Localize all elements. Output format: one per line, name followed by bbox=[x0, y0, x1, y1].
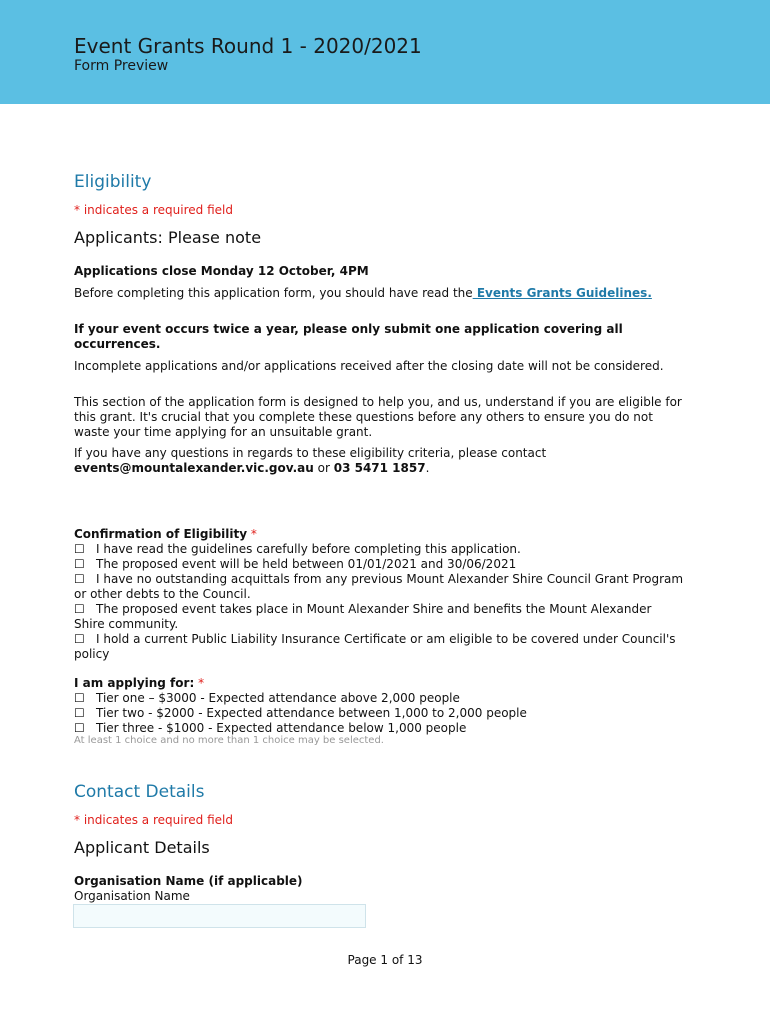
page-header bbox=[0, 0, 770, 104]
checkbox-icon[interactable]: ☐ bbox=[74, 602, 85, 616]
tier-option[interactable] bbox=[74, 721, 684, 736]
page-number: Page 1 of 13 bbox=[347, 953, 423, 967]
required-star: * bbox=[250, 527, 257, 541]
guidelines-paragraph bbox=[74, 286, 684, 301]
eligibility-heading: Eligibility bbox=[74, 172, 152, 192]
checkbox-icon[interactable]: ☐ bbox=[74, 706, 85, 720]
confirmation-label-text: Confirmation of Eligibility bbox=[74, 527, 248, 541]
tier-option-text: Tier two - $2000 - Expected attendance between 1,000 to 2,000 people bbox=[96, 706, 527, 720]
confirmation-label bbox=[74, 527, 684, 542]
contact-details-heading: Contact Details bbox=[74, 782, 205, 802]
section-info: This section of the application form is designed to help you, and us, understand if you are eligible for this grant. It's crucial that you complete these questions before any others to ensure you do not waste your time applying for an unsuitable grant. bbox=[74, 395, 682, 439]
applying-label-text: I am applying for: bbox=[74, 676, 195, 690]
confirmation-item-text: The proposed event takes place in Mount Alexander Shire and benefits the Mount Alexander Shire community. bbox=[74, 602, 652, 631]
confirmation-group bbox=[74, 527, 684, 662]
checkbox-icon[interactable]: ☐ bbox=[74, 542, 85, 556]
questions-text: If you have any questions in regards to these eligibility criteria, please contact bbox=[74, 446, 547, 460]
required-field-note: * indicates a required field bbox=[74, 813, 233, 827]
tier-option-text: Tier three - $1000 - Expected attendance below 1,000 people bbox=[96, 721, 467, 735]
form-title: Event Grants Round 1 - 2020/2021 bbox=[74, 34, 422, 58]
confirmation-item[interactable] bbox=[74, 542, 684, 557]
required-star: * bbox=[198, 676, 205, 690]
required-field-note: * indicates a required field bbox=[74, 203, 233, 217]
contact-email: events@mountalexander.vic.gov.au bbox=[74, 461, 314, 475]
confirmation-item-text: I hold a current Public Liability Insurance Certificate or am eligible to be covered under Council's policy bbox=[74, 632, 676, 661]
confirmation-item[interactable] bbox=[74, 557, 684, 572]
checkbox-icon[interactable]: ☐ bbox=[74, 632, 85, 646]
applying-hint: At least 1 choice and no more than 1 choice may be selected. bbox=[74, 735, 384, 746]
incomplete-notice: Incomplete applications and/or applications received after the closing date will not be considered. bbox=[74, 359, 664, 373]
applying-group bbox=[74, 676, 684, 736]
confirmation-item[interactable] bbox=[74, 632, 684, 662]
confirmation-item[interactable] bbox=[74, 572, 684, 602]
twice-notice: If your event occurs twice a year, please only submit one application covering all occurrences. bbox=[74, 322, 623, 351]
checkbox-icon[interactable]: ☐ bbox=[74, 572, 85, 586]
tier-option[interactable] bbox=[74, 706, 684, 721]
tier-option[interactable] bbox=[74, 691, 684, 706]
confirmation-item-text: The proposed event will be held between 01/01/2021 and 30/06/2021 bbox=[96, 557, 517, 571]
tier-option-text: Tier one – $3000 - Expected attendance above 2,000 people bbox=[96, 691, 460, 705]
or-text: or bbox=[313, 461, 334, 475]
confirmation-item[interactable] bbox=[74, 602, 684, 632]
form-subtitle: Form Preview bbox=[74, 58, 169, 74]
contact-paragraph bbox=[74, 446, 684, 476]
applicants-note-heading: Applicants: Please note bbox=[74, 228, 262, 247]
contact-phone: 03 5471 1857 bbox=[333, 461, 426, 475]
org-name-input[interactable] bbox=[73, 904, 366, 928]
checkbox-icon[interactable]: ☐ bbox=[74, 557, 85, 571]
org-name-sublabel: Organisation Name bbox=[74, 889, 190, 903]
confirmation-item-text: I have no outstanding acquittals from any previous Mount Alexander Shire Council Grant Program or other debts to the Council. bbox=[74, 572, 684, 601]
applying-label bbox=[74, 676, 684, 691]
org-name-label: Organisation Name (if applicable) bbox=[74, 874, 303, 888]
checkbox-icon[interactable]: ☐ bbox=[74, 691, 85, 705]
guidelines-link[interactable]: Events Grants Guidelines. bbox=[472, 286, 652, 300]
period-text: . bbox=[425, 461, 430, 475]
checkbox-icon[interactable]: ☐ bbox=[74, 721, 85, 735]
guidelines-text: Before completing this application form, you should have read the bbox=[74, 286, 473, 300]
applicant-details-heading: Applicant Details bbox=[74, 838, 210, 857]
confirmation-item-text: I have read the guidelines carefully before completing this application. bbox=[96, 542, 521, 556]
close-notice: Applications close Monday 12 October, 4PM bbox=[74, 264, 369, 278]
